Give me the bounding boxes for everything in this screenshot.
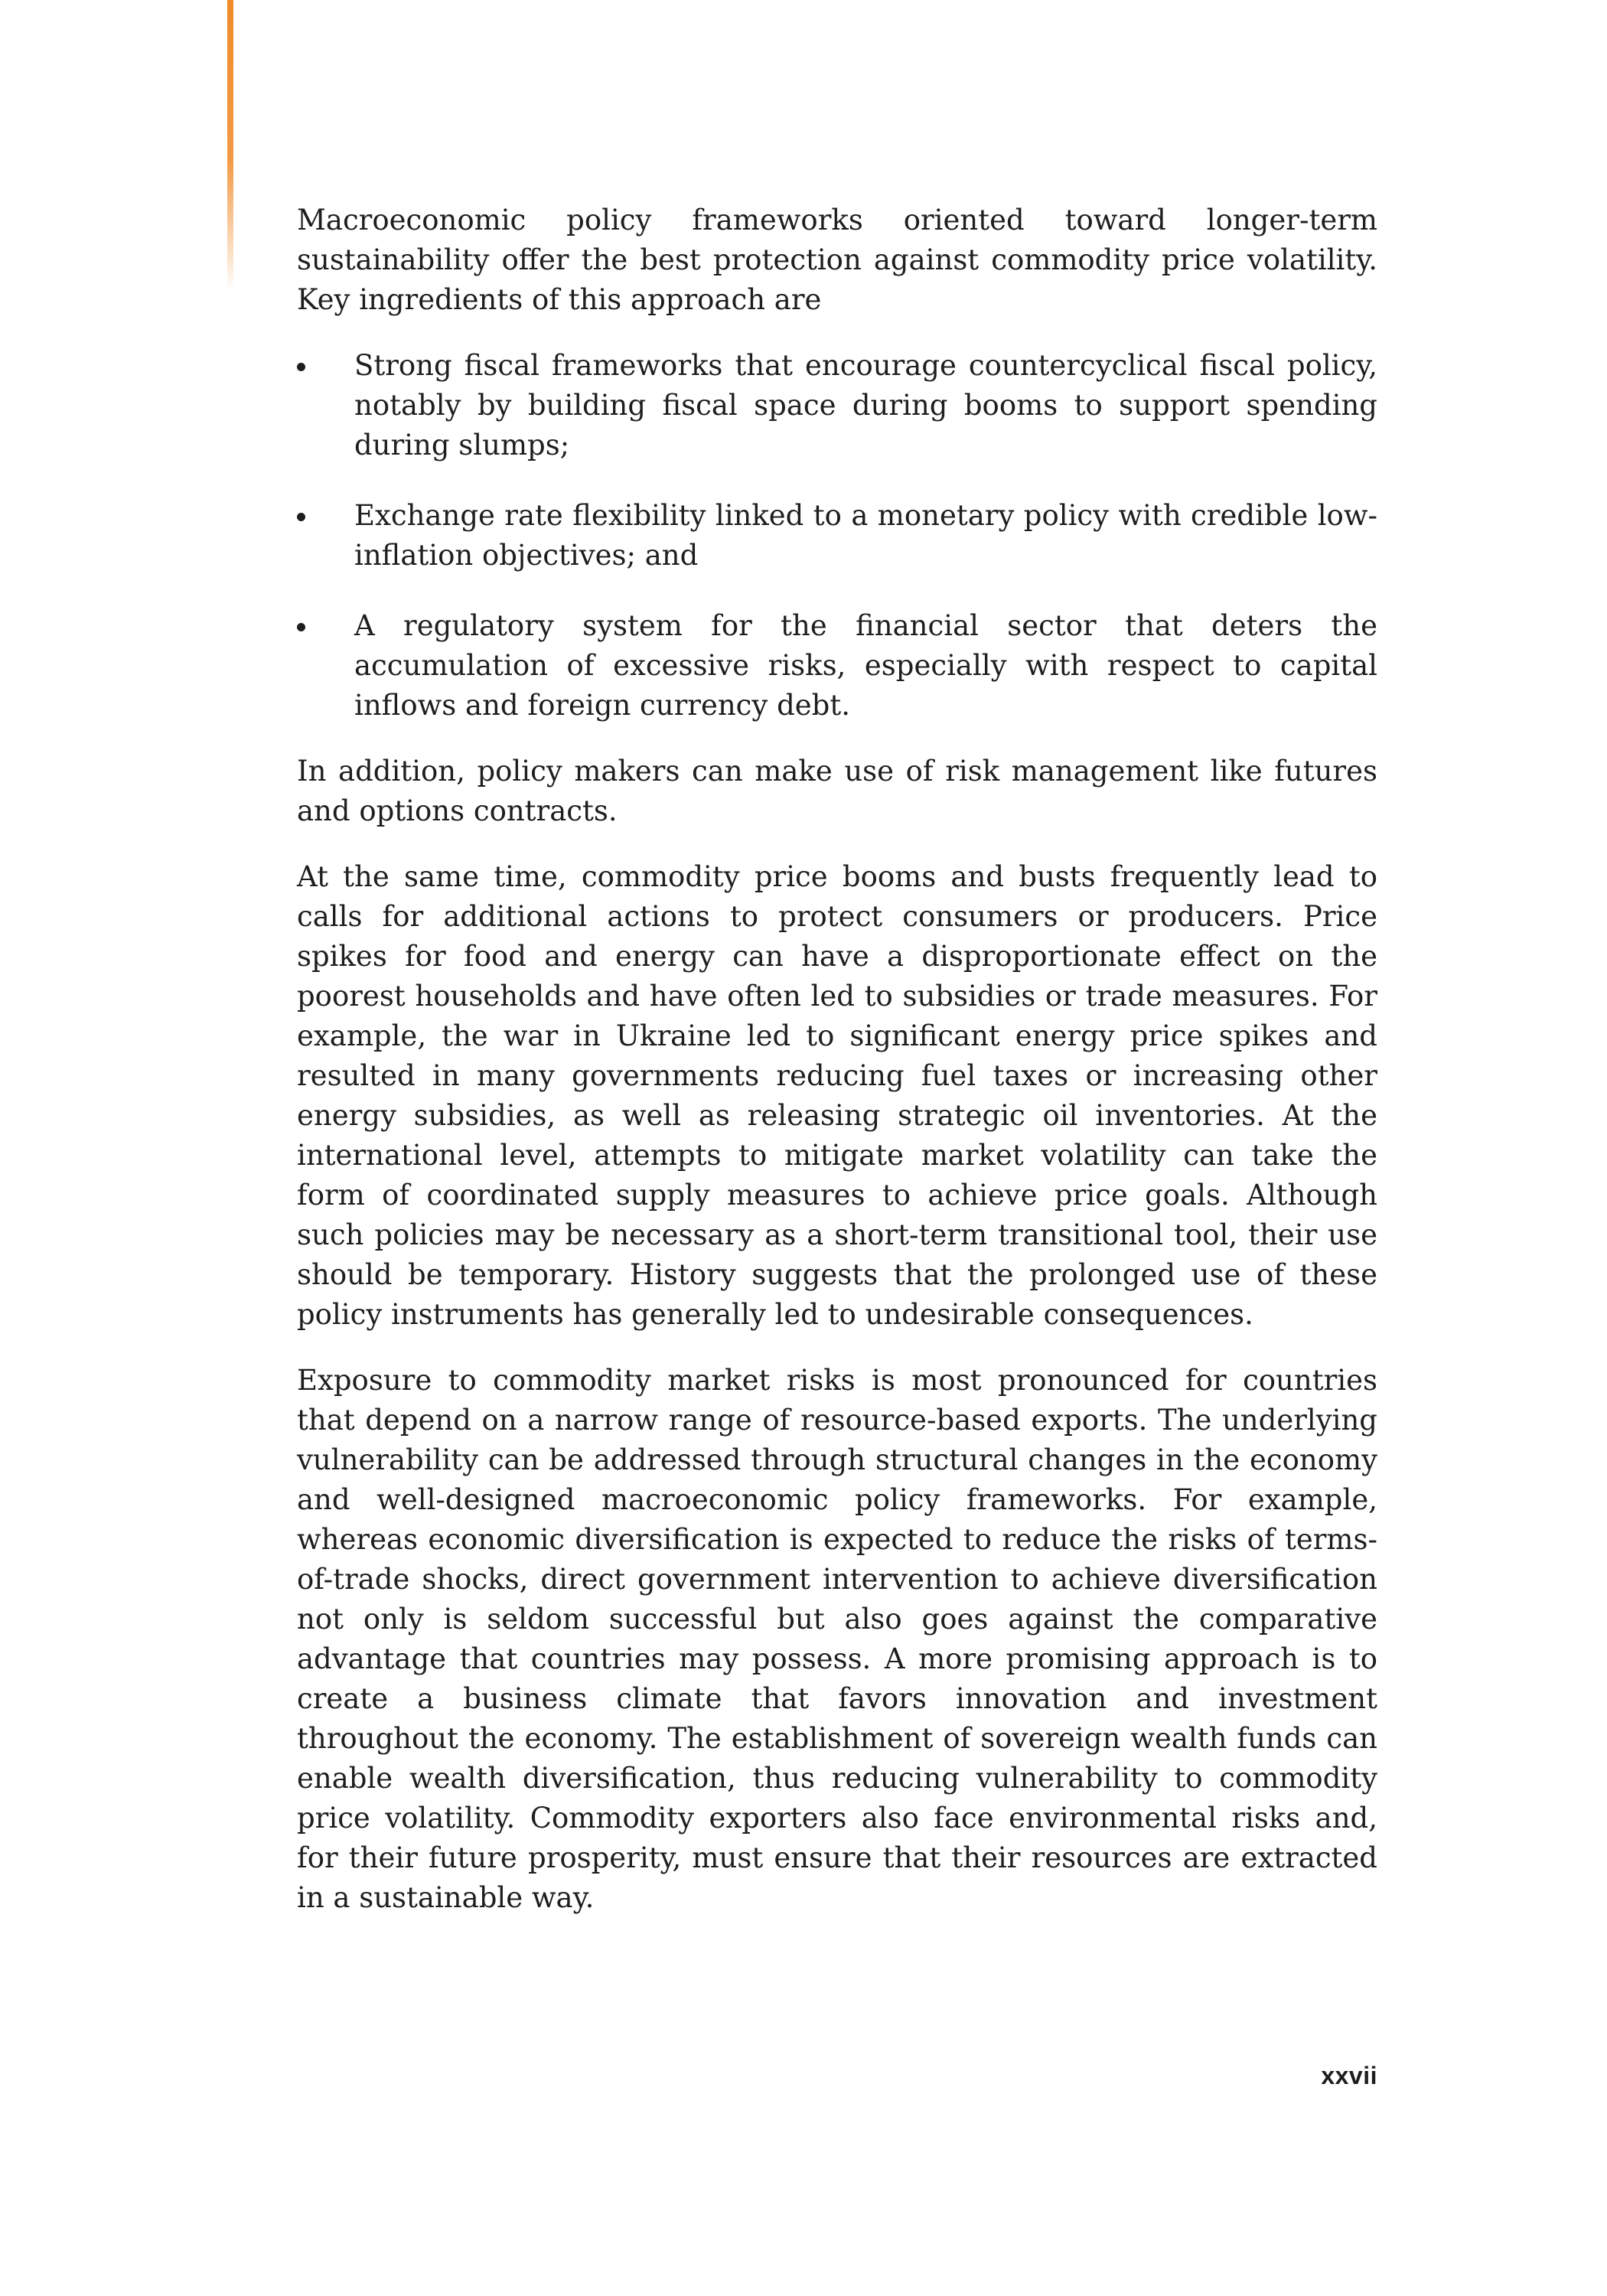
exposure-paragraph: Exposure to commodity market risks is most pronounced for countries that depend on a narrow range of resource-based exports. The underlying vulnerability can be addressed through structural changes in the economy and well-designed macroeconomic policy frameworks. For example, whereas economic diversification is expected to reduce the risks of terms-of-trade shocks, direct government intervention to achieve diversification not only is seldom successful but also goes against the comparative advantage that countries may possess. A more promising approach is to create a business climate that favors innovation and investment throughout the economy. The establishment of sovereign wealth funds can enable wealth diversification, thus reducing vulnerability to commodity price volatility. Commodity exporters also face environmental risks and, for their future prosperity, must ensure that their resources are extracted in a sustainable way. [297, 1364, 1377, 1914]
bullet-icon [297, 363, 305, 371]
list-item-text: Strong fiscal frameworks that encourage countercyclical fiscal policy, notably by building fiscal space during booms to support spending during slumps; [354, 349, 1377, 461]
list-item [297, 346, 1377, 465]
bullet-icon [297, 623, 305, 631]
price-booms-paragraph: At the same time, commodity price booms and busts frequently lead to calls for additional actions to protect consumers or producers. Price spikes for food and energy can have a disproportionate effect on the poorest households and have often led to subsidies or trade measures. For example, the war in Ukraine led to significant energy price spikes and resulted in many governments reducing fuel taxes or increasing other energy subsidies, as well as releasing strategic oil inventories. At the international level, attempts to mitigate market volatility can take the form of coordinated supply measures to achieve price goals. Although such policies may be necessary as a short-term transitional tool, their use should be temporary. History suggests that the prolonged use of these policy instruments has generally led to undesirable consequences. [297, 860, 1377, 1331]
list-item-text: A regulatory system for the financial sector that deters the accumulation of excessive risks, especially with respect to capital inflows and foreign currency debt. [354, 609, 1377, 722]
bullet-icon [297, 513, 305, 521]
list-item [297, 606, 1377, 726]
orange-margin-rule [227, 0, 233, 291]
intro-paragraph: Macroeconomic policy frameworks oriented toward longer-term sustainability offer the best protection against commodity price volatility. Key ingredients of this approach are [297, 204, 1377, 316]
page-number: xxvii [1321, 2062, 1377, 2089]
key-ingredients-list [297, 346, 1377, 726]
list-item [297, 496, 1377, 576]
risk-management-paragraph: In addition, policy makers can make use of risk management like futures and options contracts. [297, 755, 1377, 827]
list-item-text: Exchange rate flexibility linked to a monetary policy with credible low-inflation objectives; and [354, 499, 1377, 572]
body-text [297, 201, 1377, 1944]
